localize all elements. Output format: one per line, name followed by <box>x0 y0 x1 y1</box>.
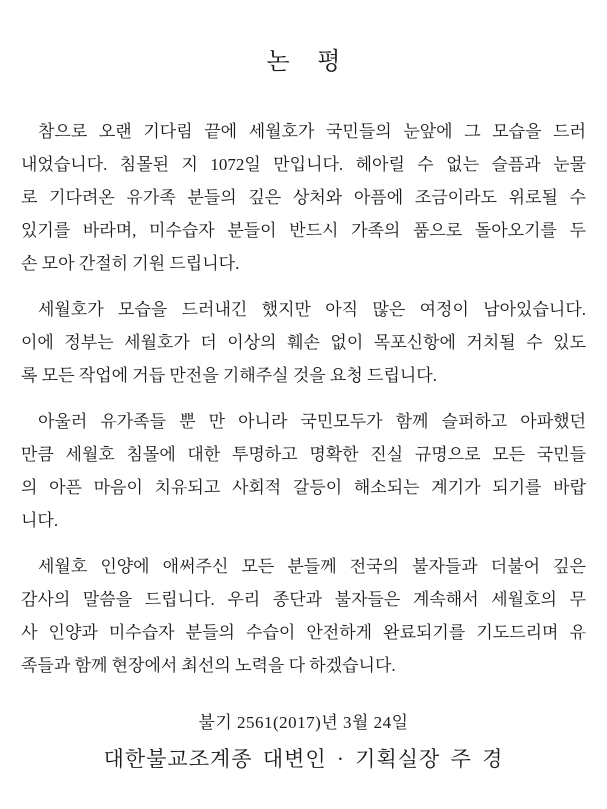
text-line: 사 인양과 미수습자 분들의 수습이 안전하게 완료되기를 기도드리며 유 <box>21 623 586 642</box>
text-line: 만큼 세월호 침몰에 대한 투명하고 명확한 진실 규명으로 모든 국민들 <box>21 445 586 464</box>
text-line: 로 기다려온 유가족 분들의 깊은 상처와 아픔에 조금이라도 위로될 수 <box>21 188 586 207</box>
text-line: 록 모든 작업에 거듭 만전을 기해주실 것을 요청 드립니다. <box>21 366 437 385</box>
text-line: 세월호가 모습을 드러내긴 했지만 아직 많은 여정이 남아있습니다. <box>38 300 586 319</box>
text-line: 세월호 인양에 애써주신 모든 분들께 전국의 불자들과 더불어 깊은 <box>38 557 586 576</box>
paragraph <box>21 405 586 537</box>
text-line: 족들과 함께 현장에서 최선의 노력을 다 하겠습니다. <box>21 656 396 675</box>
text-line: 내었습니다. 침몰된 지 1072일 만입니다. 헤아릴 수 없는 슬픔과 눈물 <box>21 155 586 174</box>
text-line: 니다. <box>21 511 59 530</box>
text-line: 있기를 바라며, 미수습자 분들이 반드시 가족의 품으로 돌아오기를 두 <box>21 221 586 240</box>
text-line: 손 모아 간절히 기원 드립니다. <box>21 254 240 273</box>
text-line: 이에 정부는 세월호가 더 이상의 훼손 없이 목포신항에 거치될 수 있도 <box>21 333 586 352</box>
document-body <box>21 115 586 682</box>
paragraph <box>21 293 586 392</box>
document-date: 불기 2561(2017)년 3월 24일 <box>198 713 409 732</box>
document-signature: 대한불교조계종 대변인 · 기획실장 주 경 <box>103 747 504 771</box>
paragraph <box>21 550 586 682</box>
text-line: 아울러 유가족들 뿐 만 아니라 국민모두가 함께 슬퍼하고 아파했던 <box>38 412 586 431</box>
text-line: 의 아픈 마음이 치유되고 사회적 갈등이 해소되는 계기가 되기를 바랍 <box>21 478 586 497</box>
text-line: 감사의 말씀을 드립니다. 우리 종단과 불자들은 계속해서 세월호의 무 <box>21 590 586 609</box>
document-footer <box>21 708 586 776</box>
document-title: 논 평 <box>266 49 341 75</box>
paragraph <box>21 115 586 280</box>
text-line: 참으로 오랜 기다림 끝에 세월호가 국민들의 눈앞에 그 모습을 드러 <box>38 122 586 141</box>
